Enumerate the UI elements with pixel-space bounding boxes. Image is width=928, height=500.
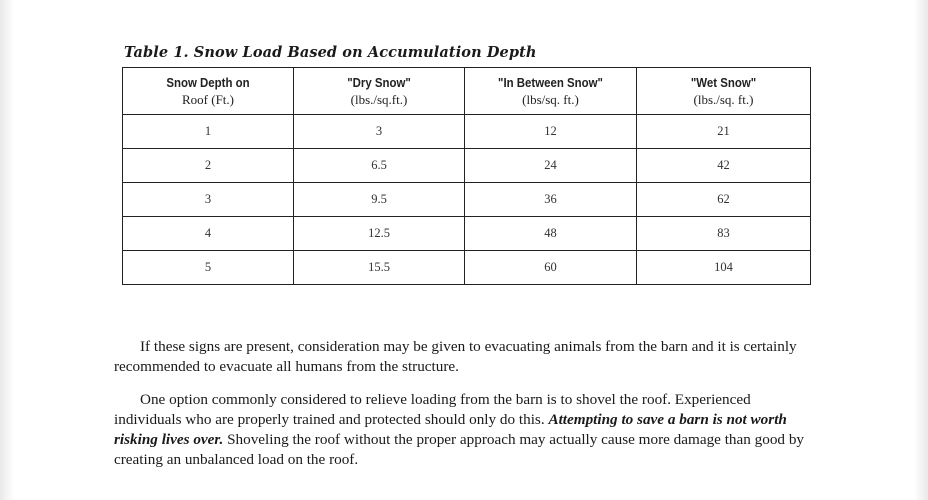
page-edge-left xyxy=(0,0,14,500)
table-cell: 36 xyxy=(465,183,637,217)
header-title: "Dry Snow" xyxy=(347,75,411,90)
paragraph-emphasis: Attempting to save a barn is not worth risking lives over. xyxy=(114,411,787,448)
table-cell: 1 xyxy=(123,115,294,149)
header-title: "Wet Snow" xyxy=(690,75,757,90)
table-cell: 42 xyxy=(637,149,811,183)
header-unit: (lbs./sq. ft.) xyxy=(693,92,754,107)
header-in-between-snow xyxy=(465,68,637,115)
table-caption: Table 1. Snow Load Based on Accumulation Depth xyxy=(124,44,537,61)
table-cell: 12.5 xyxy=(294,217,465,251)
table-cell: 21 xyxy=(637,115,811,149)
table-row xyxy=(123,217,811,251)
page-edge-right xyxy=(914,0,928,500)
table-cell: 3 xyxy=(294,115,465,149)
table-cell: 104 xyxy=(637,251,811,285)
table-cell: 15.5 xyxy=(294,251,465,285)
table-row xyxy=(123,115,811,149)
table-cell: 62 xyxy=(637,183,811,217)
paragraph-shoveling xyxy=(114,390,814,470)
table-cell: 9.5 xyxy=(294,183,465,217)
paragraph-text: Shoveling the roof without the proper approach may actually cause more damage than good by creating an unbalanced load on the roof. xyxy=(114,431,805,468)
table-cell: 60 xyxy=(465,251,637,285)
table-cell: 12 xyxy=(465,115,637,149)
paragraph-text: If these signs are present, consideration may be given to evacuating animals from the barn and it is certainly recommended to evacuate all humans from the structure. xyxy=(114,338,797,375)
table-row xyxy=(123,149,811,183)
table-header-row xyxy=(123,68,811,115)
table-row xyxy=(123,251,811,285)
header-snow-depth xyxy=(123,68,294,115)
table-cell: 83 xyxy=(637,217,811,251)
header-title: "In Between Snow" xyxy=(498,75,603,90)
table-cell: 4 xyxy=(123,217,294,251)
paragraph-text: One option commonly considered to relieve loading from the barn is to shovel the roof. Experienced individuals who are properly trained and protected should only do this. xyxy=(114,391,751,428)
header-unit: (lbs./sq.ft.) xyxy=(350,92,408,107)
table-cell: 6.5 xyxy=(294,149,465,183)
header-wet-snow xyxy=(637,68,811,115)
snow-load-table xyxy=(122,67,811,285)
table-cell: 24 xyxy=(465,149,637,183)
header-title: Snow Depth on xyxy=(166,75,250,90)
table-cell: 5 xyxy=(123,251,294,285)
header-dry-snow xyxy=(294,68,465,115)
paragraph-evacuation xyxy=(114,337,814,377)
table-cell: 2 xyxy=(123,149,294,183)
table-row xyxy=(123,183,811,217)
header-unit: (lbs/sq. ft.) xyxy=(522,92,579,107)
header-unit: Roof (Ft.) xyxy=(182,92,234,107)
table-cell: 3 xyxy=(123,183,294,217)
table-cell: 48 xyxy=(465,217,637,251)
